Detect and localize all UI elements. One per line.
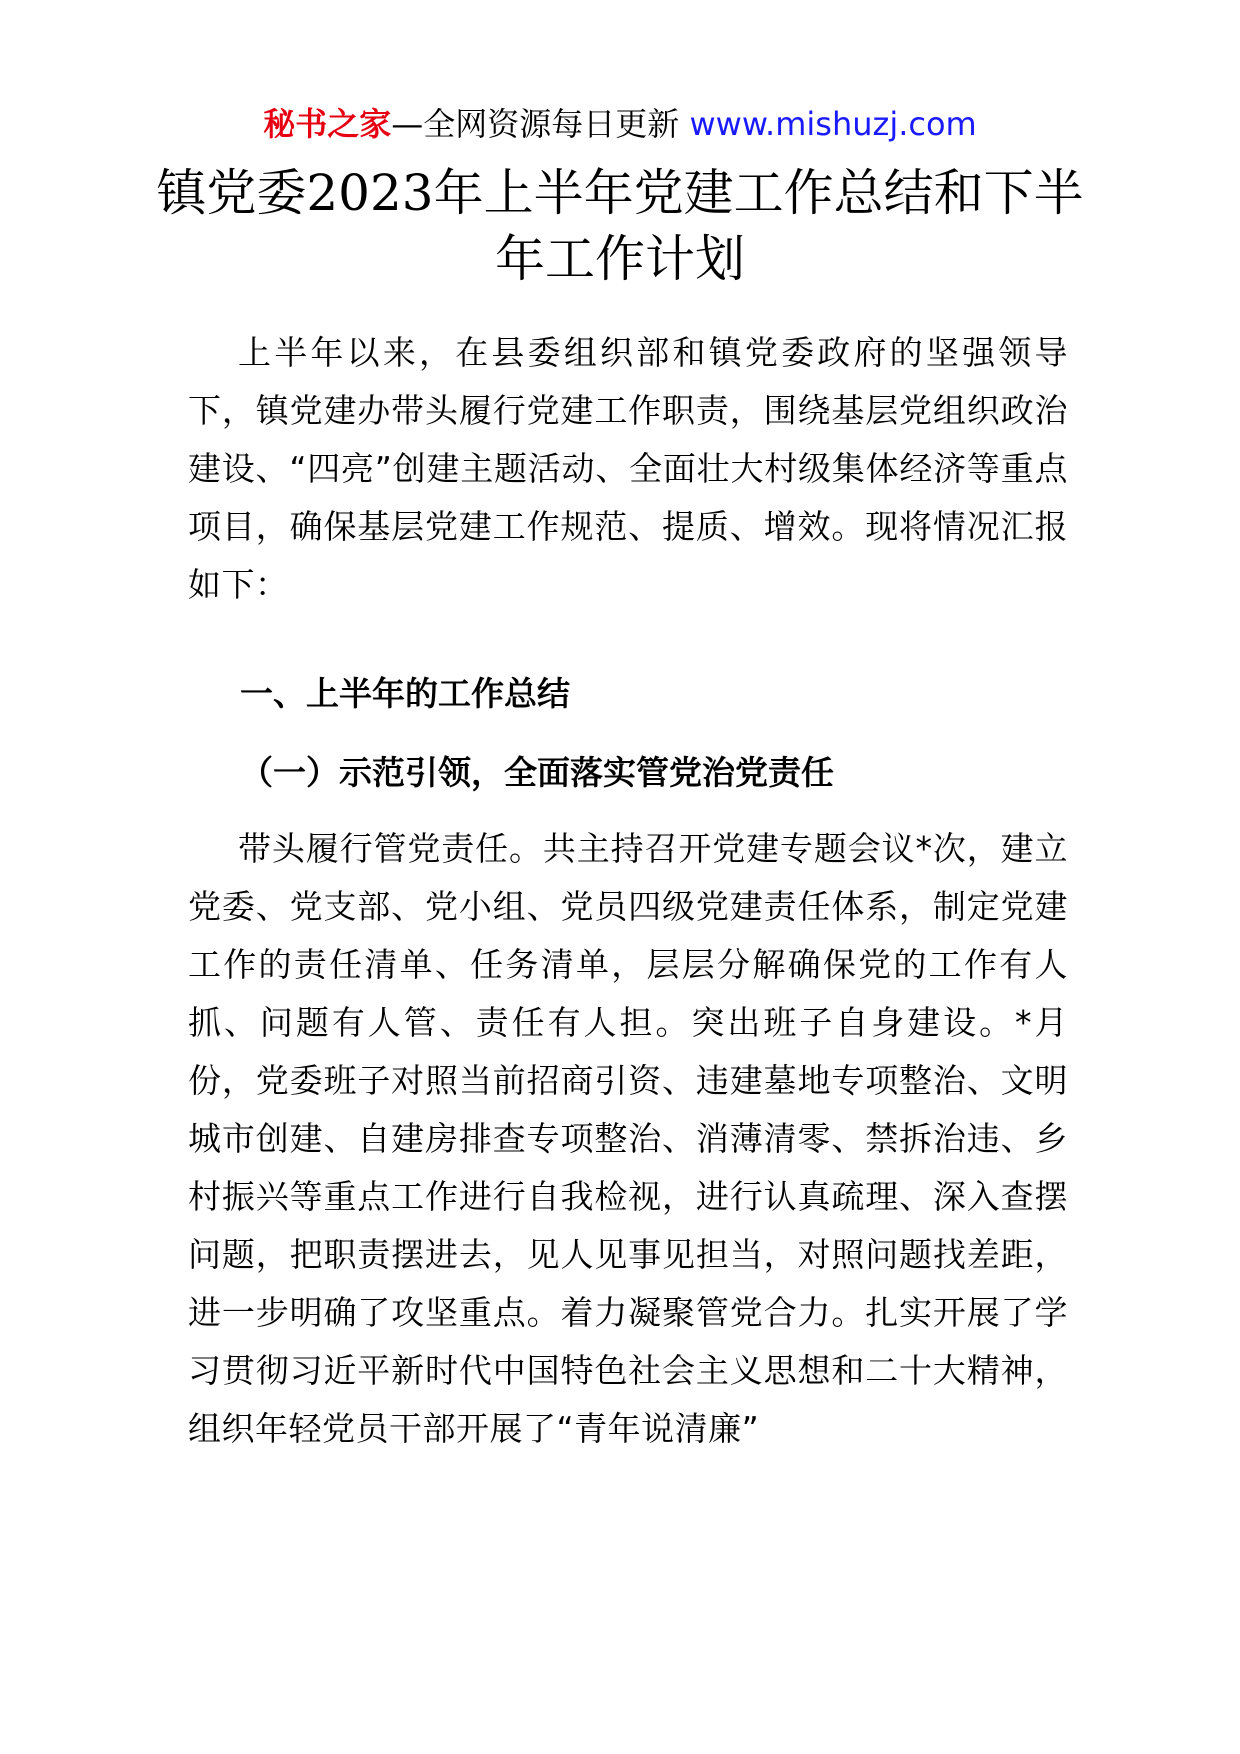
- title-year: 2023: [306, 164, 434, 222]
- title-part1: 镇党委: [156, 164, 307, 222]
- watermark-banner: [0, 102, 1240, 146]
- title-part2: 年上半年党建工作总结和下半年工作计划: [433, 164, 1084, 288]
- banner-url: www.mishuzj.com: [689, 105, 977, 143]
- intro-paragraph: 上半年以来，在县委组织部和镇党委政府的坚强领导下，镇党建办带头履行党建工作职责，围绕基层党组织政治建设、“四亮”创建主题活动、全面壮大村级集体经济等重点项目，确保基层党建工作规范、提质、增效。现将情况汇报如下：: [188, 333, 1068, 604]
- subsection-paragraph: 带头履行管党责任。共主持召开党建专题会议*次，建立党委、党支部、党小组、党员四级党建责任体系，制定党建工作的责任清单、任务清单，层层分解确保党的工作有人抓、问题有人管、责任有人担。突出班子自身建设。*月份，党委班子对照当前招商引资、违建墓地专项整治、文明城市创建、自建房排查专项整治、消薄清零、禁拆治违、乡村振兴等重点工作进行自我检视，进行认真疏理、深入查摆问题，把职责摆进去，见人见事见担当，对照问题找差距，进一步明确了攻坚重点。着力凝聚管党合力。扎实开展了学习贯彻习近平新时代中国特色社会主义思想和二十大精神，组织年轻党员干部开展了“青年说清廉”: [188, 829, 1068, 1448]
- section-heading: 一、上半年的工作总结: [240, 674, 570, 713]
- banner-brand: 秘书之家: [263, 105, 392, 143]
- document-title: [150, 160, 1090, 292]
- subsection-heading: （一）示范引领，全面落实管党治党责任: [240, 753, 834, 792]
- banner-slogan: —全网资源每日更新: [391, 105, 690, 143]
